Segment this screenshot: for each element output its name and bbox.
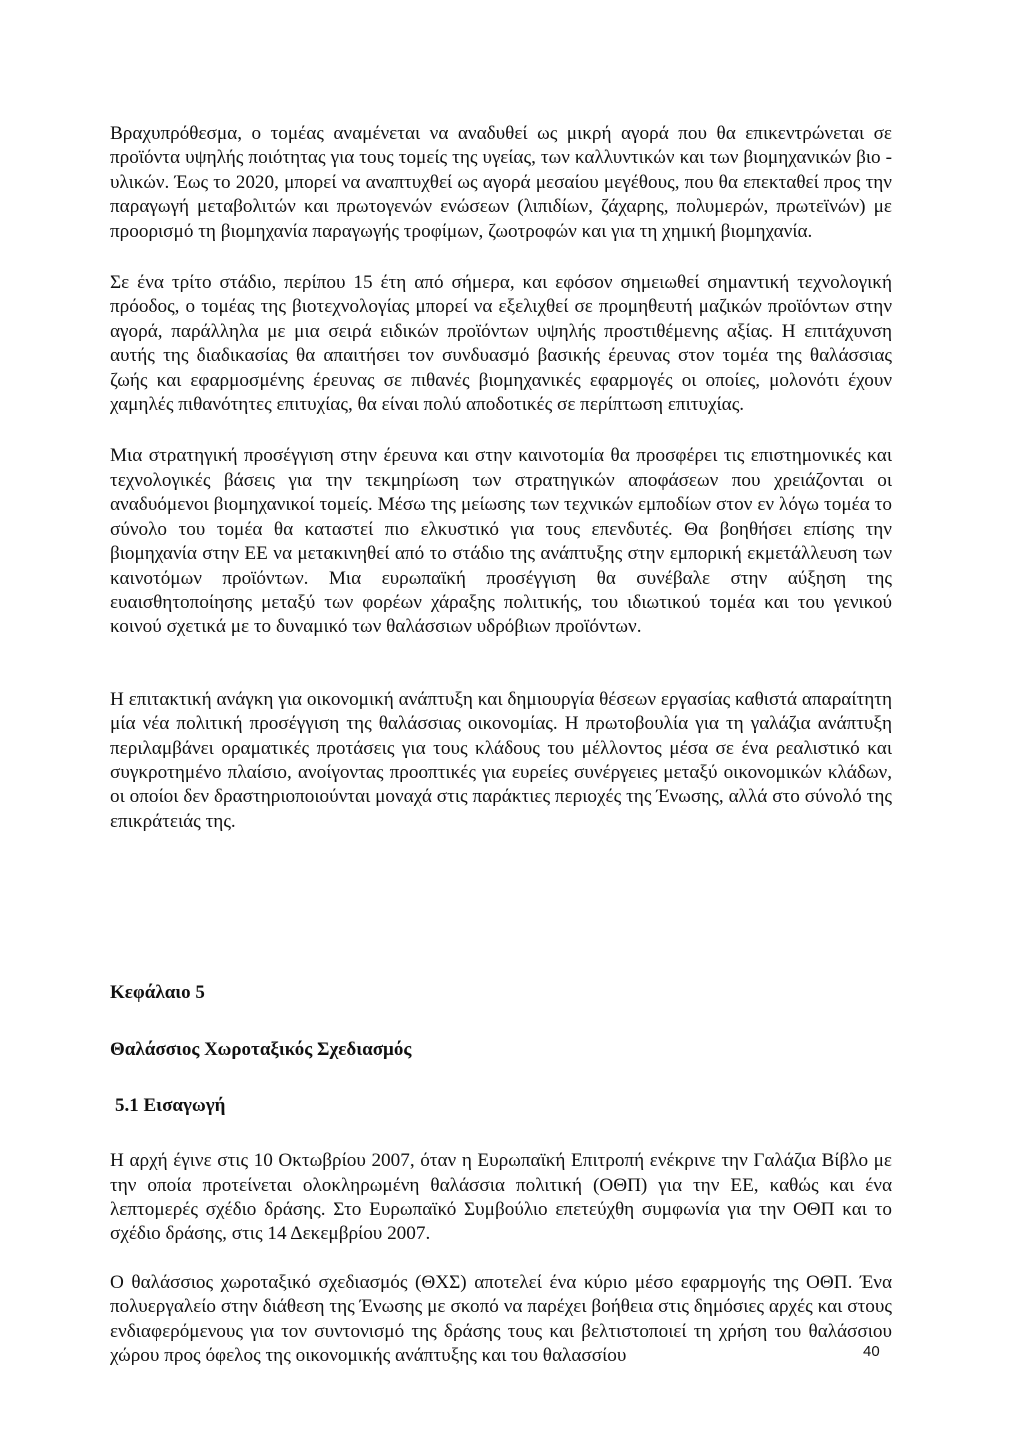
section-title: 5.1 Εισαγωγή	[115, 1095, 226, 1117]
body-paragraph-3: Μια στρατηγική προσέγγιση στην έρευνα και στην καινοτομία θα προσφέρει τις επιστημονικές και τεχνολογικές βάσεις για την τεκμηρίωση των στρατηγικών αποφάσεων που χρειάζονται οι αναδυόμενοι βιομηχανικοί τομείς. Μέσω της μείωσης των τεχνικών εμποδίων στον εν λόγω τομέα το σύνολο του τομέα θα καταστεί πιο ελκυστικό για τους επενδυτές. Θα βοηθήσει επίσης την βιομηχανία στην ΕΕ να μετακινηθεί από το στάδιο της ανάπτυξης στην εμπορική εκμετάλλευση των καινοτόμων προϊόντων. Μια ευρωπαϊκή προσέγγιση θα συνέβαλε στην αύξηση της ευαισθητοποίησης μεταξύ των φορέων χάραξης πολιτικής, του ιδιωτικού τομέα και του γενικού κοινού σχετικά με το δυναμικό των θαλάσσιων υδρόβιων προϊόντων.	[110, 445, 892, 638]
body-paragraph-2: Σε ένα τρίτο στάδιο, περίπου 15 έτη από σήμερα, και εφόσον σημειωθεί σημαντική τεχνολογική πρόοδος, ο τομέας της βιοτεχνολογίας μπορεί να εξελιχθεί σε προμηθευτή μαζικών προϊόντων στην αγορά, παράλληλα με μια σειρά ειδικών προϊόντων υψηλής προστιθέμενης αξίας. Η επιτάχυνση αυτής της διαδικασίας θα απαιτήσει τον συνδυασμό βασικής έρευνας στον τομέα της θαλάσσιας ζωής και εφαρμοσμένης έρευνας σε πιθανές βιομηχανικές εφαρμογές οι οποίες, μολονότι έχουν χαμηλές πιθανότητες επιτυχίας, θα είναι πολύ αποδοτικές σε περίπτωση επιτυχίας.	[110, 272, 892, 416]
page-number: 40	[863, 1343, 880, 1360]
document-page	[110, 122, 892, 1368]
chapter-title: Θαλάσσιος Χωροταξικός Σχεδιασμός	[110, 1039, 412, 1061]
section-paragraph-2: Ο θαλάσσιος χωροταξικό σχεδιασμός (ΘΧΣ) αποτελεί ένα κύριο μέσο εφαρμογής της ΟΘΠ. Ένα πολυεργαλείο στην διάθεση της Ένωσης με σκοπό να παρέχει βοήθεια στις δημόσιες αρχές και στους ενδιαφερόμενους για τον συντονισμό της δράσης τους και βελτιστοποιεί τη χρήση του θαλάσσιου χώρου προς όφελος της οικονομικής ανάπτυξης και του θαλασσίου	[110, 1271, 892, 1366]
body-paragraph-1: Βραχυπρόθεσμα, ο τομέας αναμένεται να αναδυθεί ως μικρή αγορά που θα επικεντρώνεται σε προϊόντα υψηλής ποιότητας για τους τομείς της υγείας, των καλλυντικών και των βιομηχανικών βιο - υλικών. Έως το 2020, μπορεί να αναπτυχθεί ως αγορά μεσαίου μεγέθους, που θα επεκταθεί προς την παραγωγή μεταβολιτών και πρωτογενών ενώσεων (λιπιδίων, ζάχαρης, πολυμερών, πρωτεϊνών) με προορισμό τη βιομηχανία παραγωγής τροφίμων, ζωοτροφών και για τη χημική βιομηχανία.	[110, 123, 892, 242]
chapter-label: Κεφάλαιο 5	[110, 982, 205, 1004]
body-paragraph-4: Η επιτακτική ανάγκη για οικονομική ανάπτυξη και δημιουργία θέσεων εργασίας καθιστά απαραίτητη μία νέα πολιτική προσέγγιση της θαλάσσιας οικονομίας. Η πρωτοβουλία για τη γαλάζια ανάπτυξη περιλαμβάνει οραματικές προτάσεις για τους κλάδους του μέλλοντος μέσα σε ένα ρεαλιστικό και συγκροτημένο πλαίσιο, ανοίγοντας προοπτικές για ευρείες συνέργειες μεταξύ οικονομικών κλάδων, οι οποίοι δεν δραστηριοποιούνται μοναχά στις παράκτιες περιοχές της Ένωσης, αλλά στο σύνολό της επικράτειάς της.	[110, 688, 892, 832]
section-paragraph-1: Η αρχή έγινε στις 10 Οκτωβρίου 2007, όταν η Ευρωπαϊκή Επιτροπή ενέκρινε την Γαλάζια Βίβλο με την οποία προτείνεται ολοκληρωμένη θαλάσσια πολιτική (ΟΘΠ) για την ΕΕ, καθώς και ένα λεπτομερές σχέδιο δράσης. Στο Ευρωπαϊκό Συμβούλιο επετεύχθη συμφωνία για την ΟΘΠ και το σχέδιο δράσης, στις 14 Δεκεμβρίου 2007.	[110, 1150, 892, 1245]
